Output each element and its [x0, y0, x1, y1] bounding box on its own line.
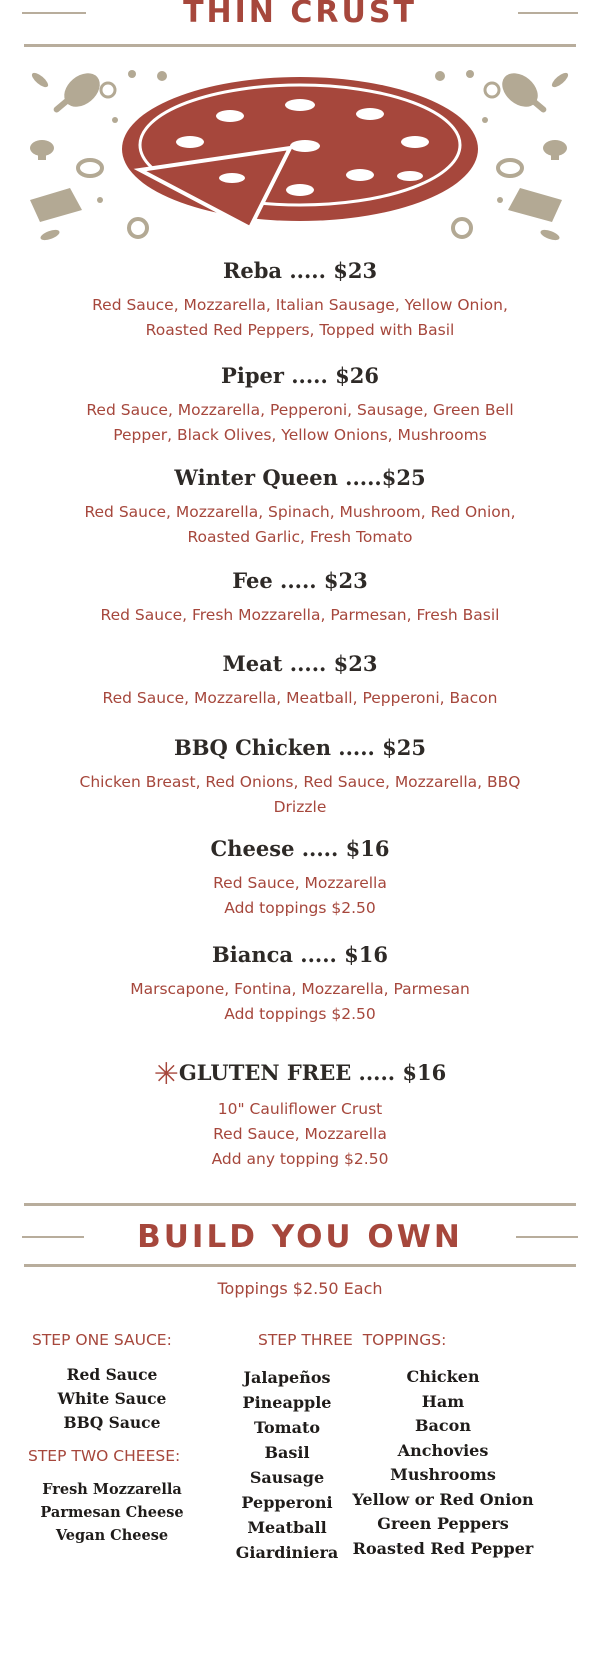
step-three-col1	[232, 1365, 342, 1565]
build-subtitle: Toppings $2.50 Each	[217, 1279, 383, 1298]
menu-item-title: Cheese ..... $16	[210, 836, 390, 861]
page-title: THIN CRUST	[183, 0, 417, 30]
menu-item-desc-line: Red Sauce, Mozzarella	[213, 874, 387, 892]
list-item: Sausage	[249, 1468, 325, 1487]
menu-item-gluten-free	[0, 1057, 600, 1172]
menu-item-title: Reba ..... $23	[222, 258, 378, 283]
list-item: Green Peppers	[377, 1514, 509, 1533]
list-item: Pepperoni	[241, 1493, 333, 1512]
list-item: Pineapple	[242, 1393, 332, 1412]
list-item: BBQ Sauce	[63, 1413, 161, 1432]
menu-item-desc-line: Red Sauce, Mozzarella, Spinach, Mushroom, Red Onion,	[84, 503, 516, 521]
list-item: Tomato	[253, 1418, 321, 1437]
menu-item-title: Meat ..... $23	[222, 651, 378, 676]
menu-item-desc-line: Drizzle	[273, 798, 327, 816]
build-divider-top	[24, 1203, 576, 1206]
menu-item-reba	[0, 258, 600, 343]
build-divider-bottom	[24, 1264, 576, 1267]
menu-item-desc-line: Red Sauce, Mozzarella, Meatball, Pepperoni, Bacon	[102, 689, 498, 707]
list-item: Anchovies	[397, 1440, 489, 1460]
list-item: Chicken	[406, 1367, 480, 1386]
menu-item-desc-line: Pepper, Black Olives, Yellow Onions, Mushrooms	[113, 426, 487, 444]
list-item: Giardiniera	[235, 1543, 339, 1562]
list-item: Jalapeños	[243, 1368, 331, 1387]
step-three-col2	[350, 1365, 536, 1561]
menu-item-desc-line: Chicken Breast, Red Onions, Red Sauce, Mozzarella, BBQ	[79, 773, 521, 791]
list-item: Bacon	[415, 1416, 471, 1435]
menu-item-meat	[0, 651, 600, 711]
list-item: Mushrooms	[390, 1465, 496, 1484]
menu-item-title: Bianca ..... $16	[211, 942, 388, 967]
menu-item-desc-line: 10" Cauliflower Crust	[217, 1100, 383, 1118]
step-one-list	[28, 1363, 196, 1435]
menu-item-title: Piper ..... $26	[221, 363, 379, 388]
menu-item-desc-line: Add any topping $2.50	[211, 1150, 389, 1168]
header-divider	[24, 44, 576, 47]
list-item: Yellow or Red Onion	[352, 1489, 534, 1509]
menu-item-title: GLUTEN FREE ..... $16	[178, 1060, 447, 1085]
list-item: White Sauce	[57, 1389, 167, 1408]
menu-item-winter-queen	[0, 465, 600, 550]
menu-item-desc-line: Red Sauce, Fresh Mozzarella, Parmesan, Fresh Basil	[100, 606, 500, 624]
menu-item-desc-line: Red Sauce, Mozzarella, Italian Sausage, Yellow Onion,	[92, 296, 508, 314]
menu-item-cheese	[0, 836, 600, 921]
step-one-heading: STEP ONE SAUCE:	[32, 1331, 172, 1349]
menu-item-desc-line: Marscapone, Fontina, Mozzarella, Parmesan	[130, 980, 470, 998]
asterisk-icon: ✳	[153, 1057, 179, 1092]
list-item: Basil	[264, 1443, 310, 1462]
menu-item-bbq-chicken	[0, 735, 600, 820]
menu-item-title: Winter Queen .....$25	[174, 465, 426, 490]
list-item: Vegan Cheese	[55, 1527, 169, 1544]
menu-item-desc-line: Add toppings $2.50	[224, 899, 376, 917]
list-item: Roasted Red Pepper	[352, 1538, 534, 1558]
build-rule-right	[516, 1236, 578, 1238]
build-rule-left	[22, 1236, 84, 1238]
list-item: Red Sauce	[66, 1365, 158, 1384]
list-item: Parmesan Cheese	[40, 1504, 184, 1521]
list-item: Fresh Mozzarella	[42, 1481, 182, 1498]
menu-item-desc-line: Roasted Red Peppers, Topped with Basil	[145, 321, 455, 339]
list-item: Ham	[421, 1391, 465, 1411]
list-item: Meatball	[247, 1518, 327, 1537]
menu-item-desc-line: Red Sauce, Mozzarella	[213, 1125, 387, 1143]
build-title: BUILD YOU OWN	[137, 1219, 463, 1255]
menu-item-title: Fee ..... $23	[232, 568, 368, 593]
step-three-heading: STEP THREE TOPPINGS:	[258, 1331, 447, 1349]
step-two-list	[28, 1478, 196, 1547]
header-rule-left	[22, 12, 86, 14]
menu-item-title: BBQ Chicken ..... $25	[173, 735, 427, 760]
pizza-illustration	[0, 50, 600, 260]
menu-item-piper	[0, 363, 600, 448]
menu-item-desc-line: Add toppings $2.50	[224, 1005, 376, 1023]
menu-item-bianca	[0, 942, 600, 1027]
step-two-heading: STEP TWO CHEESE:	[28, 1447, 181, 1465]
menu-item-desc-line: Roasted Garlic, Fresh Tomato	[187, 528, 413, 546]
header-rule-right	[518, 12, 578, 14]
menu-item-fee	[0, 568, 600, 628]
menu-item-desc-line: Red Sauce, Mozzarella, Pepperoni, Sausage, Green Bell	[86, 401, 514, 419]
